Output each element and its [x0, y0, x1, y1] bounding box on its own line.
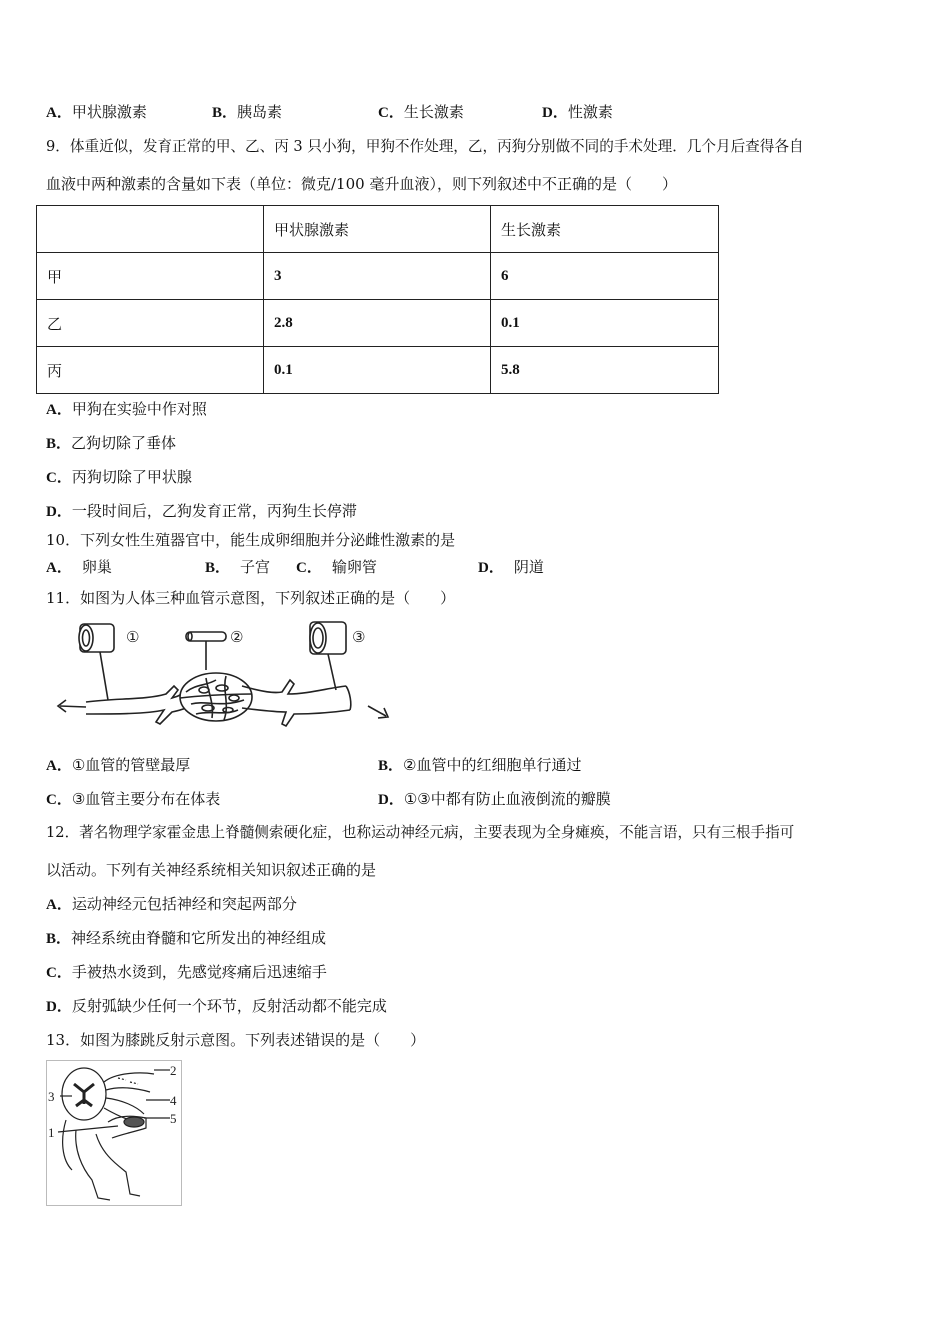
q9-stem-line2: 血液中两种激素的含量如下表（单位：微克/100 毫升血液），则下列叙述中不正确的是（ ） — [46, 175, 677, 193]
q12-option-b: B．神经系统由脊髓和它所发出的神经组成 — [46, 929, 327, 947]
q12-option-c: C．手被热水烫到，先感觉疼痛后迅速缩手 — [46, 963, 327, 981]
table-row — [37, 253, 719, 300]
q10-option-b: B． 子宫 — [205, 558, 271, 576]
reflex-label-2: 2 — [170, 1063, 177, 1078]
vessel-label-2: ② — [230, 628, 244, 646]
table-cell: 乙 — [37, 300, 264, 347]
table-header-cell: 生长激素 — [491, 206, 719, 253]
table-header-cell: 甲状腺激素 — [264, 206, 491, 253]
q9-option-a: A．甲狗在实验中作对照 — [46, 400, 207, 418]
blood-vessel-diagram — [46, 614, 396, 732]
q10-option-a: A． 卵巢 — [46, 558, 112, 576]
q8-option-a: A．甲状腺激素 — [46, 103, 147, 121]
table-row — [37, 347, 719, 394]
vessel-label-1: ① — [126, 628, 140, 646]
q12-stem-line2: 以活动。下列有关神经系统相关知识叙述正确的是 — [46, 861, 377, 879]
q9-option-c: C．丙狗切除了甲状腺 — [46, 468, 192, 486]
table-cell: 5.8 — [491, 347, 719, 394]
q11-option-c: C．③血管主要分布在体表 — [46, 790, 221, 808]
table-row — [37, 300, 719, 347]
reflex-label-4: 4 — [170, 1093, 177, 1108]
table-cell: 3 — [264, 253, 491, 300]
q8-option-c: C．生长激素 — [378, 103, 464, 121]
reflex-label-1: 1 — [48, 1125, 55, 1140]
q11-option-d: D．①③中都有防止血液倒流的瓣膜 — [378, 790, 611, 808]
q10-option-c: C． 输卵管 — [296, 558, 377, 576]
table-cell: 甲 — [37, 253, 264, 300]
table-cell: 2.8 — [264, 300, 491, 347]
q12-stem-line1: 12．著名物理学家霍金患上脊髓侧索硬化症，也称运动神经元病，主要表现为全身瘫痪，不能言语，只有三根手指可 — [46, 824, 795, 841]
table-header-row — [37, 206, 719, 253]
vessel-label-3: ③ — [352, 628, 366, 646]
q11-option-a: A．①血管的管壁最厚 — [46, 756, 191, 774]
hormone-table — [36, 205, 719, 394]
knee-jerk-diagram — [46, 1060, 182, 1206]
q12-option-d: D．反射弧缺少任何一个环节，反射活动都不能完成 — [46, 997, 387, 1015]
q9-stem-line1: 9．体重近似，发育正常的甲、乙、丙 3 只小狗，甲狗不作处理，乙，丙狗分别做不同的手术处理．几个月后查得各自 — [46, 138, 804, 155]
blood-vessel-figure — [46, 614, 396, 732]
q12-option-a: A．运动神经元包括神经和突起两部分 — [46, 895, 297, 913]
q8-option-d: D．性激素 — [542, 103, 613, 121]
q9-option-b: B．乙狗切除了垂体 — [46, 434, 177, 452]
table-header-cell — [37, 206, 264, 253]
table-cell: 丙 — [37, 347, 264, 394]
q9-option-d: D．一段时间后，乙狗发育正常，丙狗生长停滞 — [46, 502, 357, 520]
table-cell: 0.1 — [264, 347, 491, 394]
q10-stem: 10．下列女性生殖器官中，能生成卵细胞并分泌雌性激素的是 — [46, 531, 456, 549]
reflex-label-3: 3 — [48, 1089, 55, 1104]
table-cell: 0.1 — [491, 300, 719, 347]
q10-option-d: D． 阴道 — [478, 558, 544, 576]
q13-stem: 13．如图为膝跳反射示意图。下列表述错误的是（ ） — [46, 1031, 426, 1049]
knee-jerk-figure — [46, 1060, 182, 1206]
q11-stem: 11．如图为人体三种血管示意图，下列叙述正确的是（ ） — [46, 589, 456, 607]
table-cell: 6 — [491, 253, 719, 300]
reflex-label-5: 5 — [170, 1111, 177, 1126]
q11-option-b: B．②血管中的红细胞单行通过 — [378, 756, 582, 774]
q8-option-b: B．胰岛素 — [212, 103, 283, 121]
